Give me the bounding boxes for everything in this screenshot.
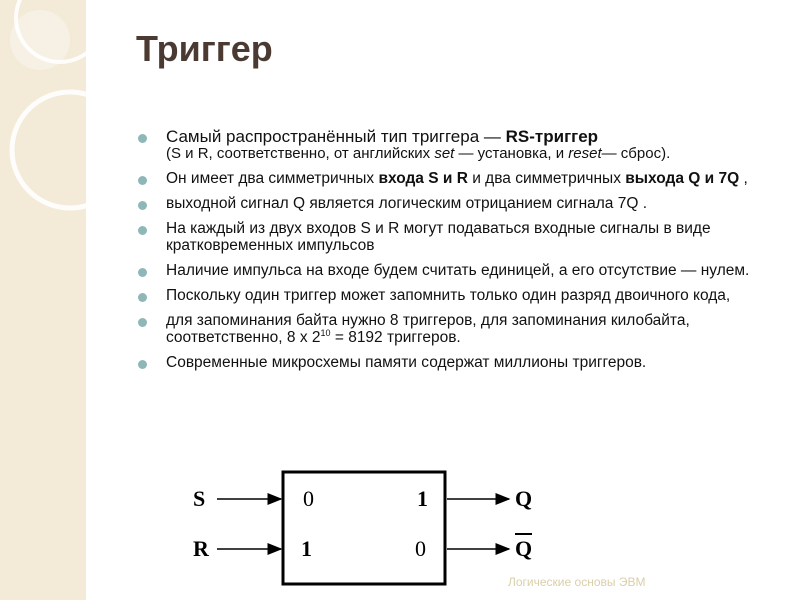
bullet-text: выходной сигнал Q является логическим отрицанием сигнала 7Q . — [166, 195, 648, 212]
state-r-value: 1 — [301, 536, 312, 561]
state-q-top-value: 1 — [417, 486, 428, 511]
bullet-text: = 8192 триггеров. — [330, 329, 461, 346]
bullet-subtext-italic: set — [434, 145, 455, 162]
bullet-subtext — [166, 146, 774, 162]
slide-title: Триггер — [136, 28, 273, 69]
input-s-label: S — [193, 486, 206, 511]
bullet-subtext-part: (S и R, соответственно, от английских — [166, 145, 435, 162]
state-s-value: 0 — [303, 486, 314, 511]
bullet-emphasis: RS-триггер — [505, 127, 599, 146]
bullet-subtext-italic: reset — [568, 145, 602, 162]
list-item — [134, 128, 774, 162]
bullet-subtext-part: — установка, и — [454, 145, 569, 162]
bullet-list — [134, 128, 774, 371]
exponent: 10 — [320, 327, 331, 338]
bullet-emphasis: входа S и R — [378, 170, 468, 187]
rs-trigger-diagram — [185, 468, 565, 588]
output-q-bar-label: Q — [515, 536, 533, 561]
bullet-text: Современные микросхемы памяти содержат миллионы триггеров. — [166, 354, 647, 371]
bullet-text: и два симметричных — [467, 170, 626, 187]
input-r-label: R — [193, 536, 209, 561]
list-item — [134, 312, 774, 346]
bullet-text: Наличие импульса на входе будем считать единицей, а его отсутствие — нулем. — [166, 262, 750, 279]
bullet-text: На каждый из двух входов S и R могут подаваться входные сигналы в виде кратковременных импульсов — [166, 220, 711, 254]
bullet-text: для запоминания байта нужно 8 триггеров, для запоминания килобайта, соответственно, 8 х 2 — [166, 312, 690, 346]
state-q-bottom-value: 0 — [415, 536, 426, 561]
list-item — [134, 262, 774, 279]
bullet-subtext-part: — сброс). — [601, 145, 671, 162]
decorative-circles — [0, 0, 86, 600]
list-item — [134, 220, 774, 254]
output-q-label: Q — [515, 486, 533, 511]
list-item — [134, 195, 774, 212]
list-item — [134, 287, 774, 304]
bullet-text: Поскольку один триггер может запомнить только один разряд двоичного кода, — [166, 287, 731, 304]
slide-footer: Логические основы ЭВМ — [508, 575, 646, 589]
decorative-side-strip — [0, 0, 86, 600]
bullet-emphasis: выхода Q и 7Q — [625, 170, 740, 187]
list-item — [134, 354, 774, 371]
list-item — [134, 170, 774, 187]
bullet-text: Самый распространённый тип триггера — — [166, 127, 506, 146]
bullet-text: , — [739, 170, 748, 187]
bullet-text: Он имеет два симметричных — [166, 170, 379, 187]
